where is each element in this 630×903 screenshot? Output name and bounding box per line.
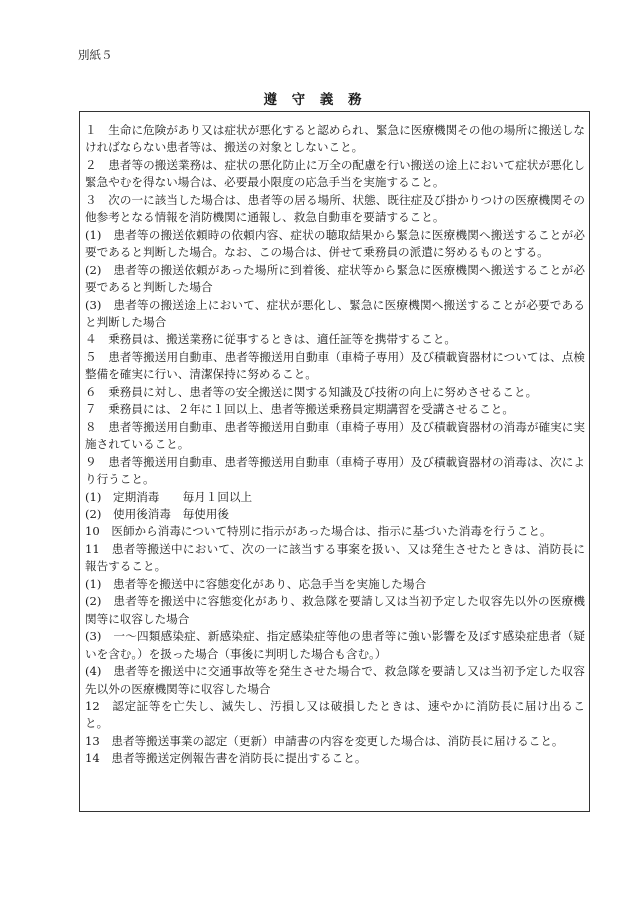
list-item: ３ 次の一に該当した場合は、患者等の居る場所、状態、既往症及び掛かりつけの医療機関その他参考となる情報を消防機関に通報し、救急自動車を要請すること。	[85, 192, 585, 225]
obligation-list	[85, 122, 585, 768]
list-item: ６ 乗務員に対し、患者等の安全搬送に関する知識及び技術の向上に努めさせること。	[85, 384, 538, 399]
list-subitem: (1) 患者等を搬送中に容態変化があり、応急手当を実施した場合	[85, 576, 427, 591]
list-subitem: (1) 患者等の搬送依頼時の依頼内容、症状の聴取結果から緊急に医療機関へ搬送することが必要であると判断した場合。なお、この場合は、併せて乗務員の派遣に努めるものとする。	[85, 227, 585, 260]
list-item: 12 認定証等を亡失し、滅失し、汚損し又は破損したときは、速やかに消防長に届け出ること。	[85, 698, 585, 731]
list-item: ５ 患者等搬送用自動車、患者等搬送用自動車（車椅子専用）及び積載資器材については、点検整備を確実に行い、清潔保持に努めること。	[85, 349, 585, 382]
list-subitem: (1) 定期消毒 毎月１回以上	[85, 489, 253, 504]
list-item: ７ 乗務員には、２年に１回以上、患者等搬送乗務員定期講習を受講させること。	[85, 402, 514, 417]
list-subitem: (3) 一～四類感染症、新感染症、指定感染症等他の患者等に強い影響を及ぼす感染症患者（疑いを含む。）を扱った場合（事後に判明した場合も含む。）	[85, 629, 585, 661]
list-item: 14 患者等搬送定例報告書を消防長に提出すること。	[85, 751, 367, 766]
list-item: ９ 患者等搬送用自動車、患者等搬送用自動車（車椅子専用）及び積載資器材の消毒は、次により行うこと。	[85, 454, 585, 487]
attachment-label: 別紙５	[78, 48, 113, 62]
page-title: 遵 守 義 務	[263, 92, 367, 108]
list-item: ４ 乗務員は、搬送業務に従事するときは、適任証等を携帯すること。	[85, 332, 457, 347]
list-subitem: (4) 患者等を搬送中に交通事故等を発生させた場合で、救急隊を要請し又は当初予定した収容先以外の医療機関等に収容した場合	[85, 664, 585, 696]
list-subitem: (2) 使用後消毒 毎使用後	[85, 506, 229, 521]
list-item: １ 生命に危険があり又は症状が悪化すると認められ、緊急に医療機関その他の場所に搬送しなければならない患者等は、搬送の対象としないこと。	[85, 123, 585, 155]
list-subitem: (2) 患者等の搬送依頼があった場所に到着後、症状等から緊急に医療機関へ搬送することが必要であると判断した場合	[85, 262, 585, 295]
list-item: 13 患者等搬送事業の認定（更新）申請書の内容を変更した場合は、消防長に届けること。	[85, 733, 564, 748]
list-item: 10 医師から消毒について特別に指示があった場合は、指示に基づいた消毒を行うこと。	[85, 524, 552, 539]
list-item: 11 患者等搬送中において、次の一に該当する事案を扱い、又は発生させたときは、消防長に報告すること。	[85, 541, 585, 574]
list-subitem: (3) 患者等の搬送途上において、症状が悪化し、緊急に医療機関へ搬送することが必要であると判断した場合	[85, 297, 585, 329]
list-subitem: (2) 患者等を搬送中に容態変化があり、救急隊を要請し又は当初予定した収容先以外の医療機関等に収容した場合	[85, 594, 585, 626]
list-item: ２ 患者等の搬送業務は、症状の悪化防止に万全の配慮を行い搬送の途上において症状が悪化し緊急やむを得ない場合は、必要最小限度の応急手当を実施すること。	[85, 157, 585, 190]
list-item: ８ 患者等搬送用自動車、患者等搬送用自動車（車椅子専用）及び積載資器材の消毒が確実に実施されていること。	[85, 419, 585, 452]
